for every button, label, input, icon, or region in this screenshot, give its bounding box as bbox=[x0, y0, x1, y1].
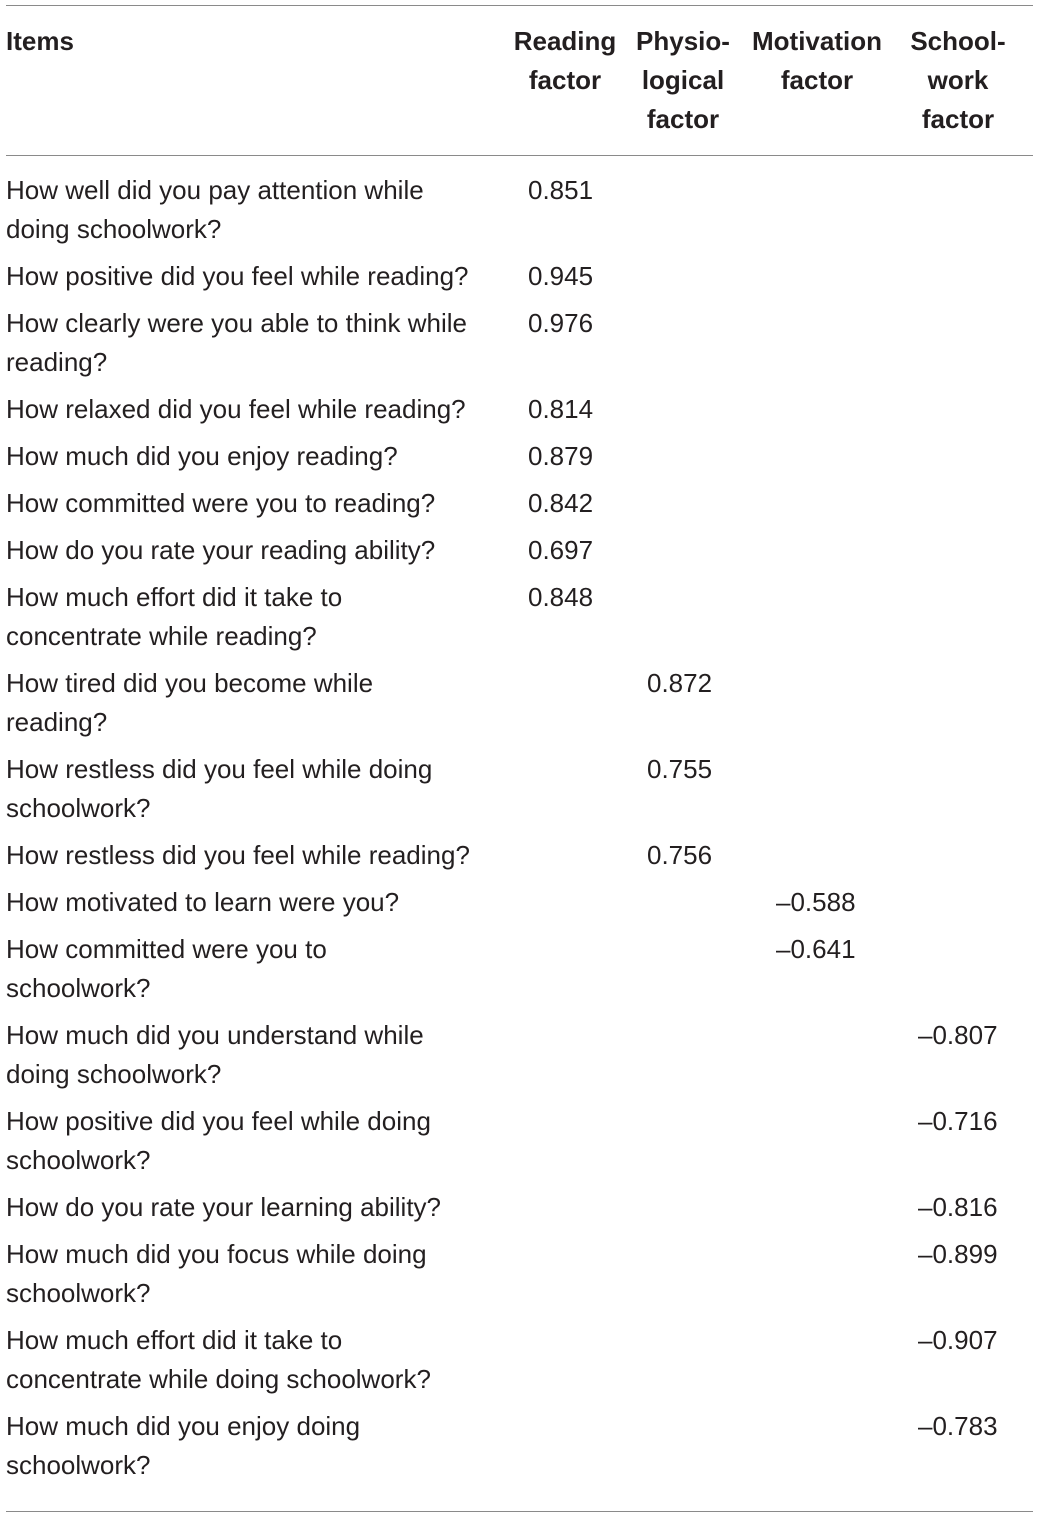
row-value-reading: 0.848 bbox=[528, 582, 594, 612]
row-value-reading: 0.976 bbox=[528, 308, 594, 338]
row-item-text: How much did you focus while doing schoolwork? bbox=[6, 1239, 427, 1308]
row-value-physio: 0.872 bbox=[647, 668, 713, 698]
row-item-text: How tired did you become while reading? bbox=[6, 668, 374, 737]
row-item-text: How committed were you to schoolwork? bbox=[6, 934, 327, 1003]
header-line: factor bbox=[780, 65, 854, 95]
table-row bbox=[0, 1102, 1039, 1180]
row-value-physio: 0.756 bbox=[647, 840, 713, 870]
header-items: Items bbox=[6, 26, 74, 56]
table-top-rule bbox=[6, 5, 1033, 6]
table-row bbox=[0, 1321, 1039, 1399]
header-motivation-factor bbox=[743, 22, 891, 100]
table-row bbox=[0, 531, 1039, 570]
row-item-text: How well did you pay attention while doing schoolwork? bbox=[6, 175, 424, 244]
row-value-motivation: –0.641 bbox=[776, 934, 856, 964]
table-row bbox=[0, 883, 1039, 922]
header-line: factor bbox=[646, 104, 720, 134]
header-line: Motivation bbox=[752, 26, 882, 56]
row-value-schoolwork: –0.807 bbox=[918, 1020, 998, 1050]
row-value-physio: 0.755 bbox=[647, 754, 713, 784]
table-row bbox=[0, 836, 1039, 875]
header-line: Physio- bbox=[636, 26, 730, 56]
header-line: work bbox=[927, 65, 989, 95]
table-row bbox=[0, 1235, 1039, 1313]
row-value-schoolwork: –0.716 bbox=[918, 1106, 998, 1136]
row-value-motivation: –0.588 bbox=[776, 887, 856, 917]
header-schoolwork-factor bbox=[902, 22, 1014, 139]
header-line: logical bbox=[641, 65, 725, 95]
row-item-text: How motivated to learn were you? bbox=[6, 887, 400, 917]
row-item-text: How restless did you feel while doing schoolwork? bbox=[6, 754, 433, 823]
row-item-text: How much did you enjoy reading? bbox=[6, 441, 398, 471]
table-row bbox=[0, 1016, 1039, 1094]
table-row bbox=[0, 750, 1039, 828]
row-item-text: How much effort did it take to concentrate while doing schoolwork? bbox=[6, 1325, 431, 1394]
header-line: School- bbox=[910, 26, 1006, 56]
row-item-text: How committed were you to reading? bbox=[6, 488, 436, 518]
row-value-reading: 0.814 bbox=[528, 394, 594, 424]
row-item-text: How positive did you feel while reading? bbox=[6, 261, 469, 291]
row-item-text: How relaxed did you feel while reading? bbox=[6, 394, 466, 424]
table-row bbox=[0, 664, 1039, 742]
table-row bbox=[0, 484, 1039, 523]
table-row bbox=[0, 171, 1039, 249]
header-line: Reading bbox=[513, 26, 617, 56]
header-line: factor bbox=[921, 104, 995, 134]
row-item-text: How much did you understand while doing schoolwork? bbox=[6, 1020, 424, 1089]
row-item-text: How clearly were you able to think while reading? bbox=[6, 308, 467, 377]
table-row bbox=[0, 1407, 1039, 1485]
table-row bbox=[0, 257, 1039, 296]
row-item-text: How much effort did it take to concentrate while reading? bbox=[6, 582, 343, 651]
row-value-schoolwork: –0.783 bbox=[918, 1411, 998, 1441]
table-row bbox=[0, 930, 1039, 1008]
row-value-reading: 0.879 bbox=[528, 441, 594, 471]
row-item-text: How much did you enjoy doing schoolwork? bbox=[6, 1411, 361, 1480]
row-value-reading: 0.842 bbox=[528, 488, 594, 518]
row-value-schoolwork: –0.899 bbox=[918, 1239, 998, 1269]
header-physiological-factor bbox=[630, 22, 736, 139]
table-row bbox=[0, 1188, 1039, 1227]
table-row bbox=[0, 437, 1039, 476]
table-bottom-rule bbox=[6, 1511, 1033, 1512]
row-value-reading: 0.945 bbox=[528, 261, 594, 291]
row-item-text: How restless did you feel while reading? bbox=[6, 840, 470, 870]
row-item-text: How positive did you feel while doing schoolwork? bbox=[6, 1106, 431, 1175]
row-value-schoolwork: –0.907 bbox=[918, 1325, 998, 1355]
header-line: factor bbox=[528, 65, 602, 95]
header-divider-rule bbox=[6, 155, 1033, 156]
header-reading-factor bbox=[508, 22, 622, 100]
row-value-schoolwork: –0.816 bbox=[918, 1192, 998, 1222]
table-row bbox=[0, 578, 1039, 656]
table-row bbox=[0, 390, 1039, 429]
table-row bbox=[0, 304, 1039, 382]
row-value-reading: 0.697 bbox=[528, 535, 594, 565]
row-item-text: How do you rate your learning ability? bbox=[6, 1192, 442, 1222]
row-value-reading: 0.851 bbox=[528, 175, 594, 205]
row-item-text: How do you rate your reading ability? bbox=[6, 535, 436, 565]
